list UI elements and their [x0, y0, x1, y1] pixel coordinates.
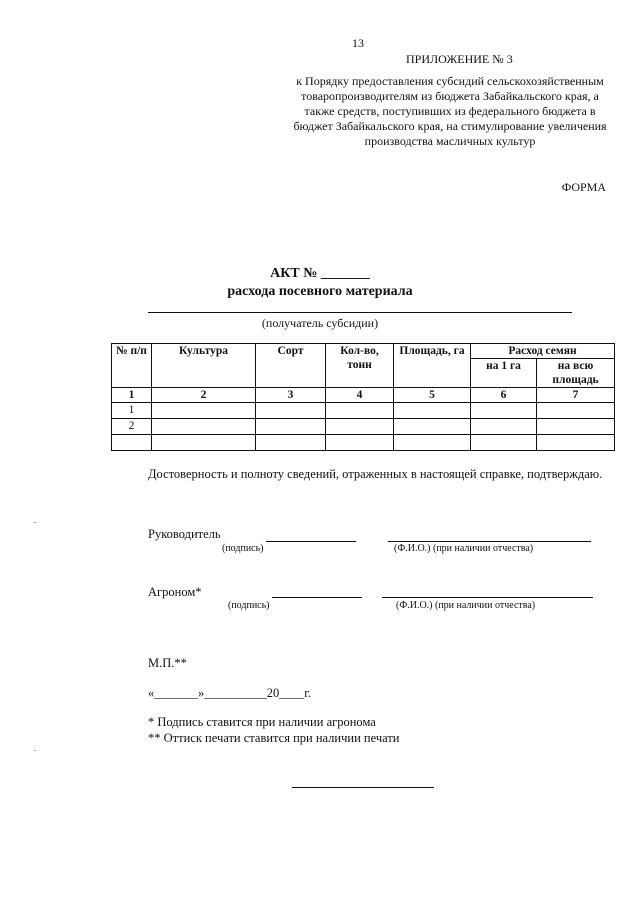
- table-cell: [471, 435, 537, 451]
- margin-mark: [34, 522, 36, 523]
- confirmation-text: Достоверность и полноту сведений, отраженных в настоящей справке, подтверждаю.: [148, 467, 603, 481]
- column-number: 4: [326, 388, 394, 403]
- recipient-caption: (получатель субсидии): [261, 316, 379, 330]
- header-whole-area: на всю площадь: [537, 359, 615, 388]
- table-row: [112, 419, 615, 435]
- column-number: 3: [256, 388, 326, 403]
- table-cell: [256, 419, 326, 435]
- agronomist-signature-caption: (подпись): [228, 600, 270, 611]
- column-number: 7: [537, 388, 615, 403]
- column-number: 2: [152, 388, 256, 403]
- table-cell: [394, 419, 471, 435]
- manager-signature-line: [266, 541, 356, 542]
- agronomist-signature-line: [272, 597, 362, 598]
- table-cell: 2: [112, 419, 152, 435]
- table-cell: [537, 419, 615, 435]
- footnote-agronomist: * Подпись ставится при наличии агронома: [148, 715, 376, 729]
- table-cell: [471, 403, 537, 419]
- header-quantity: Кол-во, тонн: [326, 344, 394, 388]
- date-line: «_______»__________20____г.: [148, 686, 312, 700]
- act-subtitle: расхода посевного материала: [227, 284, 413, 299]
- table-cell: [326, 435, 394, 451]
- header-variety: Сорт: [256, 344, 326, 388]
- table-cell: [256, 435, 326, 451]
- header-num: № п/п: [112, 344, 152, 388]
- act-title: АКТ № _______: [270, 266, 370, 281]
- appendix-title: ПРИЛОЖЕНИЕ № 3: [406, 52, 513, 66]
- column-number: 1: [112, 388, 152, 403]
- table-cell: [394, 435, 471, 451]
- manager-label: Руководитель: [148, 527, 221, 541]
- stamp-label: М.П.**: [148, 656, 187, 670]
- table-cell: [537, 403, 615, 419]
- column-number: 6: [471, 388, 537, 403]
- agronomist-label: Агроном*: [148, 585, 202, 599]
- table-row: [112, 435, 615, 451]
- header-seed-consumption: Расход семян: [471, 344, 615, 359]
- table-cell: [471, 419, 537, 435]
- table-cell: [326, 419, 394, 435]
- column-number: 5: [394, 388, 471, 403]
- table-cell: [256, 403, 326, 419]
- manager-name-caption: (Ф.И.О.) (при наличии отчества): [394, 543, 534, 554]
- appendix-description: к Порядку предоставления субсидий сельскохозяйственным товаропроизводителям из бюджета Забайкальского края, а также средств, поступивших из федерального бюджета в бюджет Забайкальского края, на стимулирование увеличения производства масличных культур: [293, 74, 607, 148]
- table-cell: [537, 435, 615, 451]
- header-area: Площадь, га: [394, 344, 471, 388]
- table-cell: [394, 403, 471, 419]
- table-cell: [152, 403, 256, 419]
- table-cell: [152, 419, 256, 435]
- agronomist-name-caption: (Ф.И.О.) (при наличии отчества): [396, 600, 536, 611]
- page-number: 13: [352, 36, 364, 50]
- margin-mark: [34, 750, 36, 751]
- table-row: [112, 403, 615, 419]
- form-label: ФОРМА: [561, 180, 606, 194]
- seed-consumption-table: [111, 343, 615, 451]
- recipient-line: [148, 312, 572, 313]
- agronomist-name-line: [382, 597, 593, 598]
- column-numbers-row: [112, 388, 615, 403]
- manager-signature-caption: (подпись): [222, 543, 264, 554]
- bottom-separator-line: [292, 787, 434, 788]
- manager-name-line: [388, 541, 591, 542]
- table-cell: [326, 403, 394, 419]
- table-cell: [152, 435, 256, 451]
- header-culture: Культура: [152, 344, 256, 388]
- table-cell: 1: [112, 403, 152, 419]
- header-per-ha: на 1 га: [471, 359, 537, 388]
- footnote-stamp: ** Оттиск печати ставится при наличии печати: [148, 731, 400, 745]
- table-cell: [112, 435, 152, 451]
